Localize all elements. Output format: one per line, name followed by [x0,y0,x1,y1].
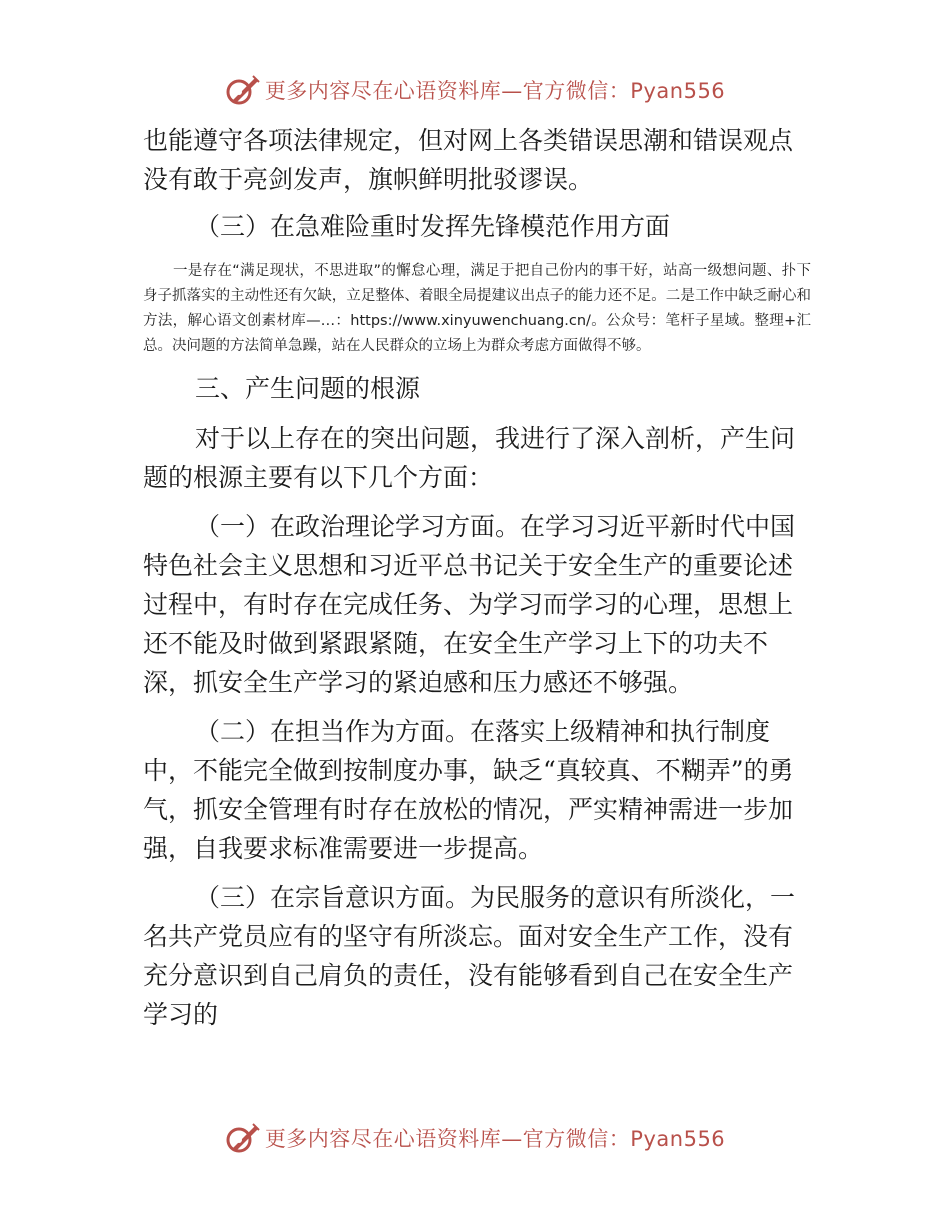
paragraph-responsibility: （二）在担当作为方面。在落实上级精神和执行制度中，不能完全做到按制度办事，缺乏“真较真、不糊弄”的勇气，抓安全管理有时存在放松的情况，严实精神需进一步加强，自我要求标准需要进一步提高。 [143,717,794,863]
section-heading-root-causes: 三、产生问题的根源 [195,374,421,403]
document-body [143,121,811,1034]
paragraph-continuation: 也能遵守各项法律规定，但对网上各类错误思潮和错误观点没有敢于亮剑发声，旗帜鲜明批驳谬误。 [143,126,794,194]
subheading-vanguard-role: （三）在急难险重时发挥先锋模范作用方面 [195,212,671,241]
footer-banner-text: 更多内容尽在心语资料库—官方微信：Pyan556 [264,1127,726,1151]
quill-pen-logo-icon [225,1120,261,1156]
paragraph-root-causes-intro: 对于以上存在的突出问题，我进行了深入剖析，产生问题的根源主要有以下几个方面： [143,424,796,492]
footer-banner [0,1118,950,1158]
quill-pen-logo-icon [225,72,261,108]
header-banner-text: 更多内容尽在心语资料库—官方微信：Pyan556 [264,79,726,103]
paragraph-vanguard-details: 一是存在“满足现状，不思进取”的懈怠心理，满足于把自己份内的事干好，站高一级想问题、扑下身子抓落实的主动性还有欠缺，立足整体、着眼全局提建议出点子的能力还不足。二是工作中缺乏耐心和方法，解心语文创素材库—…：https://www.xinyuwenchuang.cn/。公众号：笔杆子星域。整理+汇总。决问题的方法简单急躁，站在人民群众的立场上为群众考虑方面做得不够。 [143,263,811,354]
paragraph-political-theory: （一）在政治理论学习方面。在学习习近平新时代中国特色社会主义思想和习近平总书记关于安全生产的重要论述过程中，有时存在完成任务、为学习而学习的心理，思想上还不能及时做到紧跟紧随，在安全生产学习上下的功夫不深，抓安全生产学习的紧迫感和压力感还不够强。 [143,512,796,697]
header-banner [0,70,950,110]
paragraph-purpose-awareness: （三）在宗旨意识方面。为民服务的意识有所淡化，一名共产党员应有的坚守有所淡忘。面对安全生产工作，没有充分意识到自己肩负的责任，没有能够看到自己在安全生产学习的 [143,883,796,1029]
